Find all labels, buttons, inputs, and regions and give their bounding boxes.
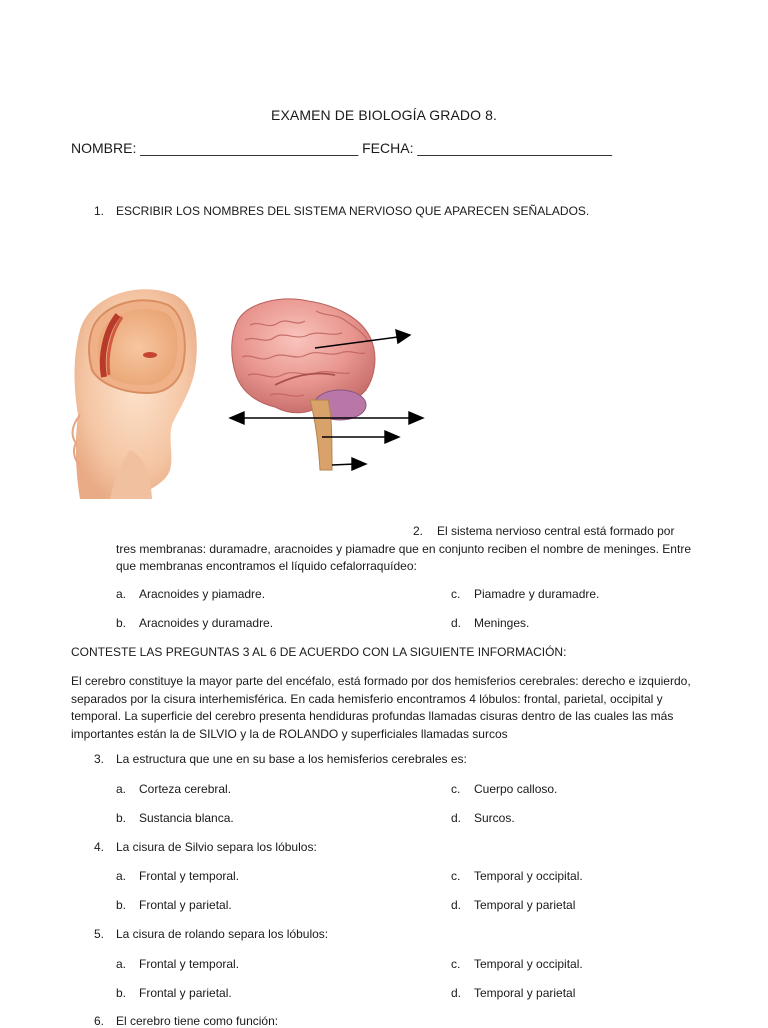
nervous-system-figure bbox=[70, 275, 430, 500]
option-b bbox=[116, 811, 234, 825]
question-5 bbox=[94, 927, 328, 941]
option-letter: a. bbox=[116, 782, 127, 796]
option-letter: a. bbox=[116, 957, 127, 971]
option-b bbox=[116, 898, 232, 912]
question-number: 2. bbox=[413, 524, 424, 538]
option-text: Frontal y temporal. bbox=[139, 869, 240, 883]
option-letter: c. bbox=[451, 587, 461, 601]
question-text: El cerebro tiene como función: bbox=[116, 1014, 279, 1028]
option-c bbox=[451, 957, 583, 971]
question-number: 3. bbox=[94, 752, 105, 766]
option-a bbox=[116, 957, 239, 971]
option-text: Piamadre y duramadre. bbox=[474, 587, 600, 601]
question-3 bbox=[94, 752, 467, 766]
question-number: 6. bbox=[94, 1014, 105, 1028]
head-cross-section bbox=[73, 289, 197, 499]
option-d bbox=[451, 898, 575, 912]
option-text: Sustancia blanca. bbox=[139, 811, 234, 825]
option-text: Temporal y occipital. bbox=[474, 869, 583, 883]
option-text: Frontal y temporal. bbox=[139, 957, 240, 971]
question-text: La estructura que une en su base a los hemisferios cerebrales es: bbox=[116, 752, 467, 766]
option-letter: b. bbox=[116, 616, 127, 630]
option-d bbox=[451, 811, 515, 825]
option-c bbox=[451, 869, 583, 883]
exam-title: EXAMEN DE BIOLOGÍA GRADO 8. bbox=[271, 107, 497, 123]
question-number: 5. bbox=[94, 927, 105, 941]
option-letter: c. bbox=[451, 869, 461, 883]
option-letter: b. bbox=[116, 986, 127, 1000]
question-text: El sistema nervioso central está formado por bbox=[437, 524, 675, 538]
question-4 bbox=[94, 840, 317, 854]
question-number: 4. bbox=[94, 840, 105, 854]
option-letter: a. bbox=[116, 587, 127, 601]
option-text: Frontal y parietal. bbox=[139, 898, 232, 912]
option-letter: d. bbox=[451, 811, 462, 825]
option-text: Temporal y parietal bbox=[474, 986, 576, 1000]
option-text: Meninges. bbox=[474, 616, 530, 630]
option-a bbox=[116, 587, 265, 601]
option-letter: b. bbox=[116, 898, 127, 912]
option-letter: d. bbox=[451, 616, 462, 630]
question-2-first-line bbox=[413, 524, 674, 538]
section-heading: CONTESTE LAS PREGUNTAS 3 AL 6 DE ACUERDO CON LA SIGUIENTE INFORMACIÓN: bbox=[71, 645, 567, 659]
option-a bbox=[116, 869, 239, 883]
option-a bbox=[116, 782, 231, 796]
option-text: Corteza cerebral. bbox=[139, 782, 232, 796]
option-c bbox=[451, 587, 599, 601]
option-letter: d. bbox=[451, 986, 462, 1000]
option-text: Temporal y occipital. bbox=[474, 957, 583, 971]
option-c bbox=[451, 782, 557, 796]
option-d bbox=[451, 616, 529, 630]
option-text: Aracnoides y duramadre. bbox=[139, 616, 274, 630]
option-d bbox=[451, 986, 575, 1000]
question-6 bbox=[94, 1014, 278, 1028]
question-2-text: tres membranas: duramadre, aracnoides y piamadre que en conjunto reciben el nombre de meninges. Entre que membranas encontramos el líquido cefalorraquídeo: bbox=[116, 542, 691, 573]
info-paragraph: El cerebro constituye la mayor parte del encéfalo, está formado por dos hemisferios cerebrales: derecho e izquierdo, separados por la cisura interhemisférica. En cada hemisferio encontramos 4 lóbulos: frontal, parietal, occipital y temporal. La superficie del cerebro presenta hendiduras profundas llamadas cisuras dentro de las cuales las más importantes están la de SILVIO y la de ROLANDO y superficiales llamadas surcos bbox=[71, 674, 691, 741]
option-b bbox=[116, 616, 273, 630]
option-b bbox=[116, 986, 232, 1000]
option-letter: c. bbox=[451, 957, 461, 971]
name-date-line: NOMBRE: ____________________________ FECHA: _________________________ bbox=[71, 140, 613, 156]
option-text: Frontal y parietal. bbox=[139, 986, 232, 1000]
option-text: Surcos. bbox=[474, 811, 515, 825]
brain-illustration bbox=[232, 299, 375, 470]
option-letter: d. bbox=[451, 898, 462, 912]
question-1 bbox=[94, 204, 589, 218]
question-text: La cisura de rolando separa los lóbulos: bbox=[116, 927, 329, 941]
option-text: Aracnoides y piamadre. bbox=[139, 587, 266, 601]
question-number: 1. bbox=[94, 204, 105, 218]
question-text: ESCRIBIR LOS NOMBRES DEL SISTEMA NERVIOSO QUE APARECEN SEÑALADOS. bbox=[116, 204, 590, 218]
option-text: Temporal y parietal bbox=[474, 898, 576, 912]
option-letter: b. bbox=[116, 811, 127, 825]
option-text: Cuerpo calloso. bbox=[474, 782, 558, 796]
option-letter: a. bbox=[116, 869, 127, 883]
question-text: La cisura de Silvio separa los lóbulos: bbox=[116, 840, 317, 854]
option-letter: c. bbox=[451, 782, 461, 796]
